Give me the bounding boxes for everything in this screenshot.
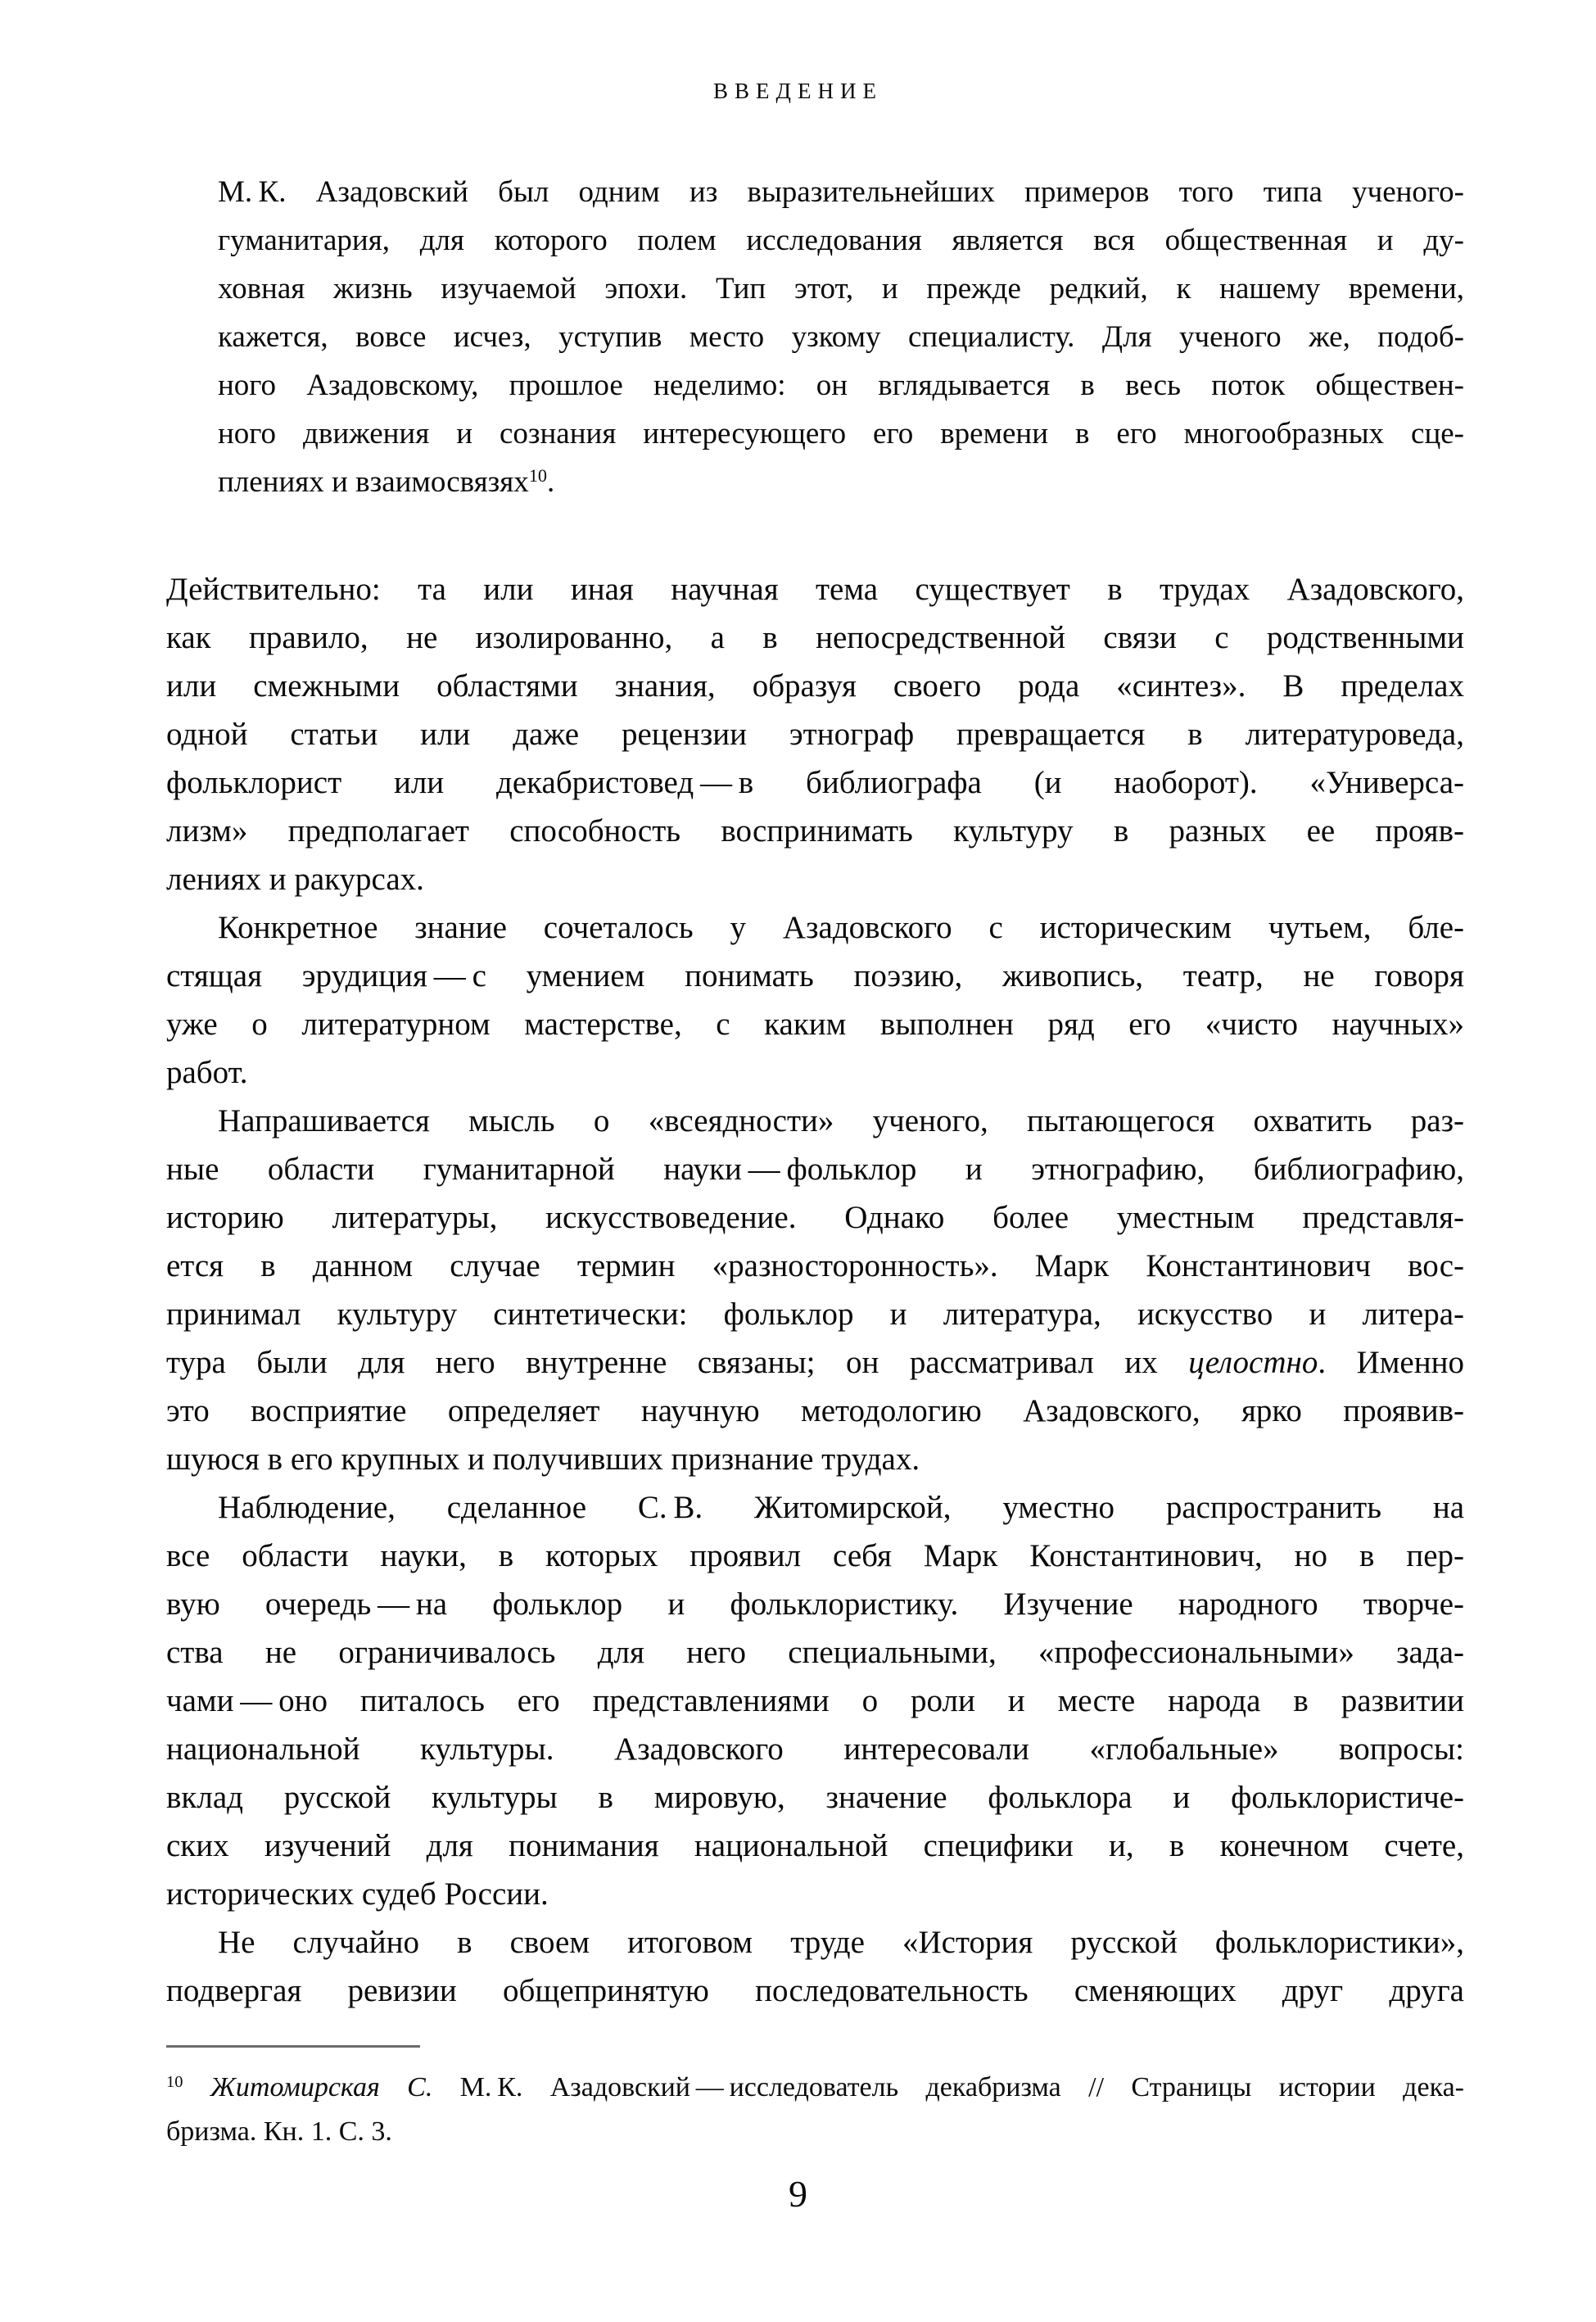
paragraph-line: как правило, не изолированно, а в непосредственной связи с родственными (166, 620, 1464, 655)
paragraph-line-text: тура были для него внутренне связаны; он рассматривал их (166, 1345, 1189, 1380)
paragraph-line: Наблюдение, сделанное С. В. Житомирской, уместно распространить на (218, 1490, 1464, 1525)
paragraph-line: одной статьи или даже рецензии этнограф превращается в литературоведа, (166, 717, 1464, 752)
paragraph-line: исторических судеб России. (166, 1876, 549, 1912)
paragraph (166, 1918, 1464, 2015)
paragraph-line: фольклорист или декабристовед — в библиографа (и наоборот). «Универса- (166, 765, 1464, 800)
footnote-marker: 10 (166, 2072, 183, 2091)
paragraph-line: ства не ограничивалось для него специальными, «профессиональными» зада- (166, 1635, 1464, 1670)
paragraph (166, 565, 1464, 903)
paragraph-line: или смежными областями знания, образуя своего рода «синтез». В пределах (166, 668, 1464, 704)
footnote-author: Житомирская С. (183, 2072, 433, 2102)
paragraph-line: лизм» предполагает способность воспринимать культуру в разных ее прояв- (166, 813, 1464, 849)
paragraph-line: вклад русской культуры в мировую, значение фольклора и фольклористиче- (166, 1780, 1464, 1815)
footnote (166, 2066, 1464, 2154)
page-number: 9 (789, 2173, 807, 2215)
paragraph-line: историю литературы, искусствоведение. Однако более уместным представля- (166, 1200, 1464, 1235)
quote-line: ного Азадовскому, прошлое неделимо: он вглядывается в весь поток обществен- (218, 369, 1464, 402)
paragraph-line (166, 1338, 1464, 1387)
paragraph-line: принимал культуру синтетически: фольклор и литература, искусство и литера- (166, 1297, 1464, 1332)
paragraph-line: чами — оно питалось его представлениями о роли и месте народа в развитии (166, 1683, 1464, 1718)
paragraph-line: работ. (166, 1055, 248, 1090)
footnote-reference: 10 (528, 464, 547, 486)
quote-line: гуманитария, для которого полем исследования является вся общественная и ду- (218, 224, 1464, 257)
paragraph-line: Не случайно в своем итоговом труде «История русской фольклористики», (218, 1925, 1464, 1960)
paragraph-line: подвергая ревизии общепринятую последовательность сменяющих друг друга (166, 1973, 1464, 2008)
paragraph (166, 903, 1464, 1097)
paragraph-line: Напрашивается мысль о «всеядности» ученого, пытающегося охватить раз- (218, 1103, 1464, 1138)
paragraph-line: вую очередь — на фольклор и фольклористику. Изучение народного творче- (166, 1586, 1464, 1622)
main-text (166, 565, 1464, 2015)
paragraph-line: лениях и ракурсах. (166, 862, 424, 897)
page-heading: ВВЕДЕНИЕ (713, 79, 883, 103)
quote-line: кажется, вовсе исчез, уступив место узкому специалисту. Для ученого же, подоб- (218, 320, 1464, 354)
paragraph (166, 1097, 1464, 1483)
quote-line (218, 458, 1464, 506)
paragraph-line: шуюся в его крупных и получивших признание трудах. (166, 1442, 920, 1477)
quote-line: ного движения и сознания интересующего его времени в его многообразных сце- (218, 417, 1464, 450)
paragraph-line: это восприятие определяет научную методологию Азадовского, ярко проявив- (166, 1393, 1464, 1428)
paragraph-line-text: . Именно (1318, 1345, 1464, 1380)
paragraph-line: уже о литературном мастерстве, с каким выполнен ряд его «чисто научных» (166, 1007, 1464, 1042)
footnote-line (166, 2066, 1464, 2110)
paragraph-line: ских изучений для понимания национальной специфики и, в конечном счете, (166, 1828, 1464, 1863)
italic-word: целостно (1188, 1345, 1318, 1380)
quote-line: М. К. Азадовский был одним из выразительнейших примеров того типа ученого- (218, 175, 1464, 209)
footnote-line: бризма. Кн. 1. С. 3. (166, 2116, 392, 2147)
paragraph-line: все области науки, в которых проявил себя Марк Константинович, но в пер- (166, 1538, 1464, 1573)
paragraph-line: стящая эрудиция — с умением понимать поэзию, живопись, театр, не говоря (166, 958, 1464, 994)
paragraph-line: Действительно: та или иная научная тема существует в трудах Азадовского, (166, 572, 1464, 607)
paragraph-line: ные области гуманитарной науки — фольклор и этнографию, библиографию, (166, 1152, 1464, 1187)
footnote-text: М. К. Азадовский — исследователь декабризма // Страницы истории дека- (432, 2072, 1464, 2102)
paragraph-line: Конкретное знание сочеталось у Азадовского с историческим чутьем, бле- (218, 910, 1464, 945)
quote-line-text: плениях и взаимосвязях (218, 465, 529, 499)
paragraph-line: национальной культуры. Азадовского интересовали «глобальные» вопросы: (166, 1731, 1464, 1767)
footnote-separator-rule (166, 2045, 420, 2048)
paragraph (166, 1483, 1464, 1918)
paragraph-line: ется в данном случае термин «разносторонность». Марк Константинович вос- (166, 1248, 1464, 1283)
quote-block (218, 168, 1464, 506)
quote-line-text: . (547, 465, 555, 499)
quote-line: ховная жизнь изучаемой эпохи. Тип этот, и прежде редкий, к нашему времени, (218, 272, 1464, 306)
